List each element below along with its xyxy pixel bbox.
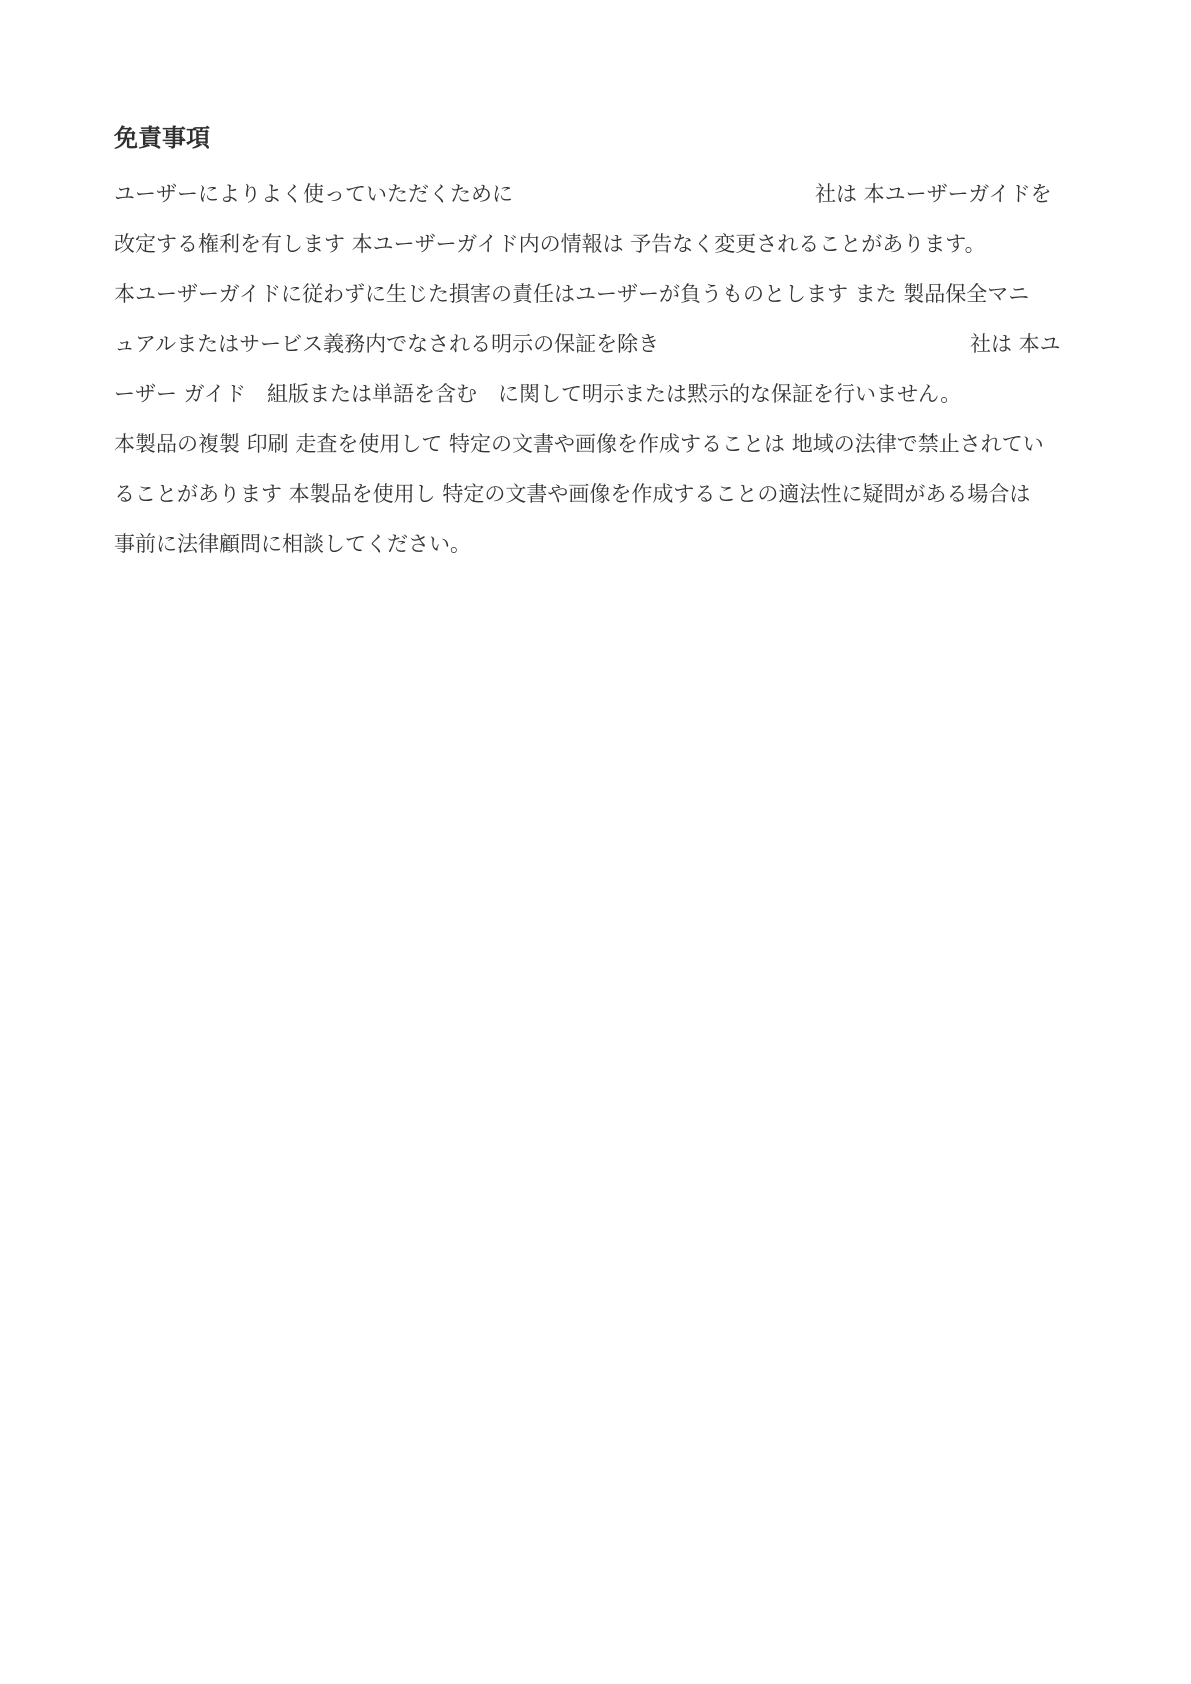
- line-6-text: 本製品の複製 印刷 走査を使用して 特定の文書や画像を作成することは 地域の法律で禁止されてい: [114, 432, 1044, 456]
- line-3-text: 本ユーザーガイドに従わずに生じた損害の責任はユーザーが負うものとします また 製品保全マニ: [114, 282, 1030, 306]
- paragraph-line-3: [114, 280, 1074, 308]
- paragraph-line-5: [114, 380, 1074, 408]
- line-4-left-text: ュアルまたはサービス義務内でなされる明示の保証を除き: [114, 332, 660, 356]
- line-2-text: 改定する権利を有します 本ユーザーガイド内の情報は 予告なく変更されることがあります。: [114, 232, 986, 256]
- line-7-text: ることがあります 本製品を使用し 特定の文書や画像を作成することの適法性に疑問がある場合は: [114, 482, 1031, 506]
- disclaimer-heading: 免責事項: [114, 124, 210, 152]
- paragraph-line-2: [114, 230, 1074, 258]
- paragraph-line-7: [114, 480, 1074, 508]
- paragraph-line-6: [114, 430, 1074, 458]
- line-4-right-text: 社は 本ユ: [970, 332, 1061, 356]
- paragraph-line-1: [114, 180, 1074, 208]
- paragraph-line-4: [114, 330, 1074, 358]
- line-8-text: 事前に法律顧問に相談してください。: [114, 532, 471, 556]
- paragraph-line-8: [114, 530, 1074, 558]
- line-1-right-text: 社は 本ユーザーガイドを: [815, 182, 1052, 206]
- line-5-text: ーザー ガイド 組版または単語を含む に関して明示または黙示的な保証を行いません。: [114, 382, 962, 406]
- line-1-left-text: ユーザーによりよく使っていただくために: [114, 182, 513, 206]
